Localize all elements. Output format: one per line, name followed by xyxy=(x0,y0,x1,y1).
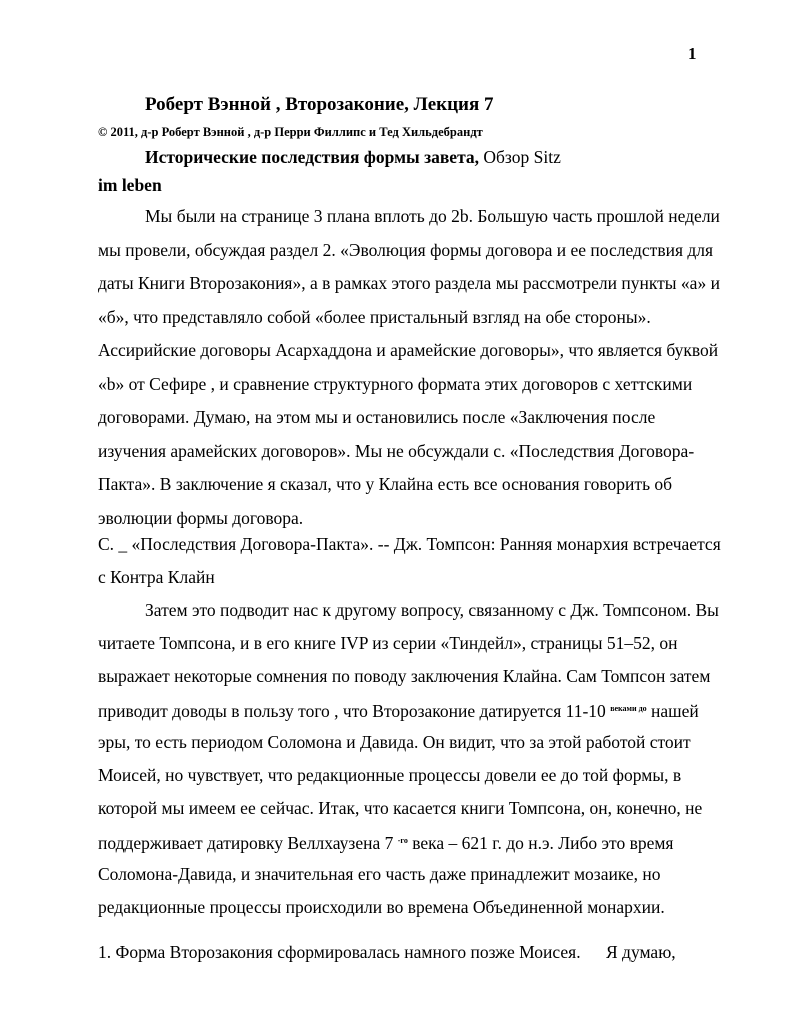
section-heading xyxy=(145,147,561,167)
text-line: эволюции формы договора. xyxy=(98,508,304,528)
text-line: редакционные процессы происходили во времена Объединенной монархии. xyxy=(98,897,665,917)
section-heading-continued: im leben xyxy=(98,175,162,195)
text-segment: поддерживает датировку Веллхаузена 7 xyxy=(98,833,398,853)
text-line: с Контра Клайн xyxy=(98,567,215,587)
page-number: 1 xyxy=(688,44,697,63)
list-item-1: 1. Форма Второзакония сформировалась намного позже Моисея. xyxy=(98,942,581,962)
text-line: которой мы имеем ее сейчас. Итак, что касается книги Томпсона, он, конечно, не xyxy=(98,798,703,818)
heading-bold: Исторические последствия формы завета, xyxy=(145,147,480,167)
text-line: Пакта». В заключение я сказал, что у Клайна есть все основания говорить об xyxy=(98,474,673,494)
superscript: веками до xyxy=(610,704,647,713)
text-line: «b» от Сефире , и сравнение структурного формата этих договоров с хеттскими xyxy=(98,374,693,394)
text-segment: приводит доводы в пользу того , что Второзаконие датируется 11-10 xyxy=(98,701,611,721)
list-item-1-continuation: Я думаю, xyxy=(606,942,676,962)
text-line: Моисей, но чувствует, что редакционные процессы довели ее до той формы, в xyxy=(98,765,682,785)
text-line: договорами. Думаю, на этом мы и остановились после «Заключения после xyxy=(98,407,656,427)
text-segment: нашей xyxy=(646,701,699,721)
document-title: Роберт Вэнной , Второзаконие, Лекция 7 xyxy=(145,94,494,115)
text-line: мы провели, обсуждая раздел 2. «Эволюция формы договора и ее последствия для xyxy=(98,240,714,260)
text-line: выражает некоторые сомнения по поводу заключения Клайна. Сам Томпсон затем xyxy=(98,666,711,686)
text-line: эры, то есть периодом Соломона и Давида. Он видит, что за этой работой стоит xyxy=(98,732,691,752)
text-line: Затем это подводит нас к другому вопросу, связанному с Дж. Томпсоном. Вы xyxy=(145,600,719,620)
text-line xyxy=(98,699,699,721)
copyright-line: © 2011, д-р Роберт Вэнной , д-р Перри Филлипс и Тед Хильдебрандт xyxy=(98,125,483,139)
text-line: C. _ «Последствия Договора-Пакта». -- Дж. Томпсон: Ранняя монархия встречается xyxy=(98,534,721,554)
text-line xyxy=(98,831,673,853)
text-line: изучения арамейских договоров». Мы не обсуждали с. «Последствия Договора- xyxy=(98,441,695,461)
superscript: -го xyxy=(397,836,408,845)
text-line: Ассирийские договоры Асархаддона и арамейские договоры», что является буквой xyxy=(98,340,719,360)
text-line: читаете Томпсона, и в его книге IVP из серии «Тиндейл», страницы 51–52, он xyxy=(98,633,678,653)
text-line: даты Книги Второзакония», а в рамках этого раздела мы рассмотрели пункты «a» и xyxy=(98,273,720,293)
heading-normal: Обзор Sitz xyxy=(479,147,561,167)
text-line: Мы были на странице 3 плана вплоть до 2b. Большую часть прошлой недели xyxy=(145,206,720,226)
text-segment: века – 621 г. до н.э. Либо это время xyxy=(407,833,674,853)
text-line: «б», что представляло собой «более пристальный взгляд на обе стороны». xyxy=(98,307,651,327)
text-line: Соломона-Давида, и значительная его часть даже принадлежит мозаике, но xyxy=(98,864,661,884)
